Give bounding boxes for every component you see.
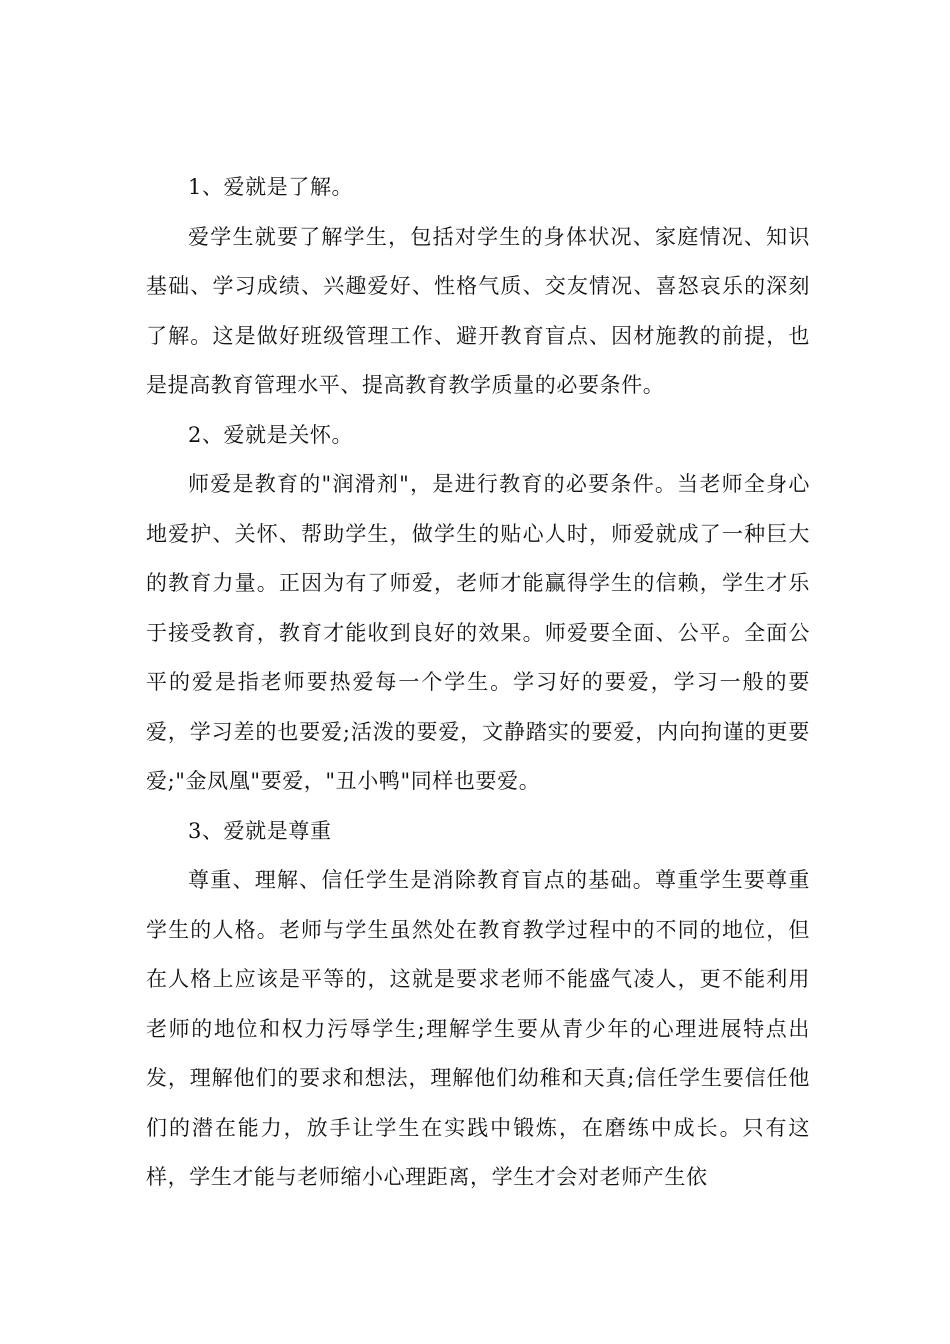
- paragraph-care: 师爱是教育的"润滑剂"，是进行教育的必要条件。当老师全身心地爱护、关怀、帮助学生，做学生的贴心人时，师爱就成了一种巨大的教育力量。正因为有了师爱，老师才能赢得学生的信赖，学生才乐于接受教育，教育才能收到良好的效果。师爱要全面、公平。全面公平的爱是指老师要热爱每一个学生。学习好的要爱，学习一般的要爱，学习差的也要爱;活泼的要爱，文静踏实的要爱，内向拘谨的更要爱;"金凤凰"要爱，"丑小鸭"同样也要爱。: [146, 472, 810, 793]
- section-heading-1: 1、爱就是了解。: [188, 175, 354, 199]
- section-heading-3: 3、爱就是尊重: [188, 818, 332, 843]
- document-body: [146, 163, 810, 1203]
- paragraph-understanding: 爱学生就要了解学生，包括对学生的身体状况、家庭情况、知识基础、学习成绩、兴趣爱好、性格气质、交友情况、喜怒哀乐的深刻了解。这是做好班级管理工作、避开教育盲点、因材施教的前提，也是提高教育管理水平、提高教育教学质量的必要条件。: [146, 224, 810, 397]
- paragraph-respect: 尊重、理解、信任学生是消除教育盲点的基础。尊重学生要尊重学生的人格。老师与学生虽然处在教育教学过程中的不同的地位，但在人格上应该是平等的，这就是要求老师不能盛气凌人，更不能利用老师的地位和权力污辱学生;理解学生要从青少年的心理进展特点出发，理解他们的要求和想法，理解他们幼稚和天真;信任学生要信任他们的潜在能力，放手让学生在实践中锻炼，在磨练中成长。只有这样，学生才能与老师缩小心理距离，学生才会对老师产生依: [146, 868, 810, 1189]
- section-heading-2: 2、爱就是关怀。: [188, 422, 354, 447]
